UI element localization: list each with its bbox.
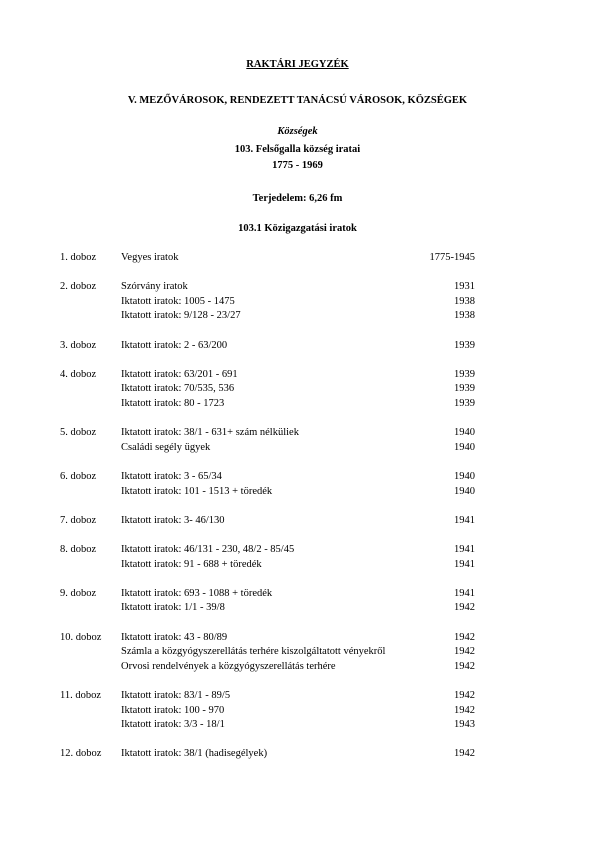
item-year: 1940 xyxy=(454,485,475,497)
item-year: 1941 xyxy=(454,587,475,599)
document-title: RAKTÁRI JEGYZÉK xyxy=(246,59,349,70)
item-description: Iktatott iratok: 2 - 63/200 xyxy=(121,339,228,351)
item-year: 1940 xyxy=(454,471,475,482)
box-label: 5. doboz xyxy=(60,427,97,439)
item-description: Iktatott iratok: 43 - 80/89 xyxy=(121,631,228,643)
fond-title: 103. Felsőgalla község iratai xyxy=(234,144,361,155)
item-year: 1939 xyxy=(454,398,475,409)
box-label: 3. doboz xyxy=(60,339,97,351)
item-year: 1942 xyxy=(454,660,475,672)
box-label: 8. doboz xyxy=(60,544,97,555)
item-year: 1931 xyxy=(454,281,475,293)
list-item xyxy=(0,587,595,601)
item-description: Iktatott iratok: 91 - 688 + töredék xyxy=(121,558,262,570)
item-description: Iktatott iratok: 3 - 65/34 xyxy=(121,471,222,482)
item-year: 1942 xyxy=(454,602,475,614)
list-item xyxy=(0,718,595,732)
list-item xyxy=(0,339,595,353)
list-item xyxy=(0,645,595,659)
item-description: Iktatott iratok: 1/1 - 39/8 xyxy=(121,602,225,614)
item-year: 1938 xyxy=(454,310,475,322)
item-year: 1940 xyxy=(454,427,475,439)
item-year: 1943 xyxy=(454,719,475,731)
item-description: Iktatott iratok: 693 - 1088 + töredék xyxy=(121,587,273,599)
item-year: 1940 xyxy=(454,441,475,453)
subsection-heading: Községek xyxy=(277,126,318,137)
list-item xyxy=(0,514,595,528)
item-year: 1939 xyxy=(454,383,475,395)
list-item xyxy=(0,631,595,645)
item-description: Iktatott iratok: 100 - 970 xyxy=(121,704,225,716)
item-year: 1942 xyxy=(454,646,475,658)
item-year: 1941 xyxy=(454,514,475,526)
item-year: 1941 xyxy=(454,558,475,570)
item-year: 1942 xyxy=(454,690,475,701)
list-item xyxy=(0,382,595,396)
item-description: Iktatott iratok: 70/535, 536 xyxy=(121,383,235,395)
item-description: Számla a közgyógyszerellátás terhére kiszolgáltatott vényekről xyxy=(121,646,386,658)
box-label: 1. doboz xyxy=(60,252,97,263)
series-heading: 103.1 Közigazgatási iratok xyxy=(238,223,357,234)
item-description: Szórvány iratok xyxy=(121,281,188,293)
list-item xyxy=(0,295,595,309)
list-item xyxy=(0,660,595,674)
list-item xyxy=(0,689,595,703)
box-label: 10. doboz xyxy=(60,631,102,643)
list-item xyxy=(0,558,595,572)
item-year: 1942 xyxy=(454,704,475,716)
item-description: Iktatott iratok: 3- 46/130 xyxy=(121,514,225,526)
list-item xyxy=(0,397,595,411)
item-description: Vegyes iratok xyxy=(121,252,179,263)
list-item xyxy=(0,485,595,499)
item-year: 1939 xyxy=(454,339,475,351)
box-label: 12. doboz xyxy=(60,748,102,760)
box-label: 11. doboz xyxy=(60,690,102,701)
item-description: Iktatott iratok: 46/131 - 230, 48/2 - 85/45 xyxy=(121,544,295,555)
list-item xyxy=(0,309,595,323)
item-description: Iktatott iratok: 9/128 - 23/27 xyxy=(121,310,241,322)
list-item xyxy=(0,704,595,718)
section-heading: V. MEZŐVÁROSOK, RENDEZETT TANÁCSÚ VÁROSOK, KÖZSÉGEK xyxy=(127,95,468,106)
list-item xyxy=(0,280,595,294)
list-item xyxy=(0,251,595,265)
item-description: Iktatott iratok: 80 - 1723 xyxy=(121,398,225,409)
item-year: 1941 xyxy=(454,544,475,555)
list-item xyxy=(0,441,595,455)
item-year: 1939 xyxy=(454,368,475,380)
box-label: 4. doboz xyxy=(60,368,97,380)
item-description: Orvosi rendelvények a közgyógyszerellátás terhére xyxy=(121,660,336,672)
extent-line: Terjedelem: 6,26 fm xyxy=(252,193,343,204)
item-description: Iktatott iratok: 1005 - 1475 xyxy=(121,295,235,307)
item-description: Iktatott iratok: 83/1 - 89/5 xyxy=(121,690,231,701)
box-label: 6. doboz xyxy=(60,471,97,482)
list-item xyxy=(0,426,595,440)
item-description: Iktatott iratok: 63/201 - 691 xyxy=(121,368,238,380)
item-description: Iktatott iratok: 38/1 (hadisegélyek) xyxy=(121,748,268,760)
fond-years: 1775 - 1969 xyxy=(272,160,323,171)
box-label: 9. doboz xyxy=(60,587,97,599)
item-description: Iktatott iratok: 3/3 - 18/1 xyxy=(121,719,225,731)
item-description: Családi segély ügyek xyxy=(121,441,211,453)
item-description: Iktatott iratok: 101 - 1513 + töredék xyxy=(121,485,273,497)
list-item xyxy=(0,368,595,382)
box-label: 2. doboz xyxy=(60,281,97,293)
item-year: 1775-1945 xyxy=(429,252,475,263)
box-label: 7. doboz xyxy=(60,514,97,526)
item-year: 1942 xyxy=(454,748,475,760)
list-item xyxy=(0,747,595,761)
list-item xyxy=(0,601,595,615)
item-year: 1942 xyxy=(454,631,475,643)
list-item xyxy=(0,470,595,484)
list-item xyxy=(0,543,595,557)
item-description: Iktatott iratok: 38/1 - 631+ szám nélküliek xyxy=(121,427,299,439)
item-year: 1938 xyxy=(454,295,475,307)
